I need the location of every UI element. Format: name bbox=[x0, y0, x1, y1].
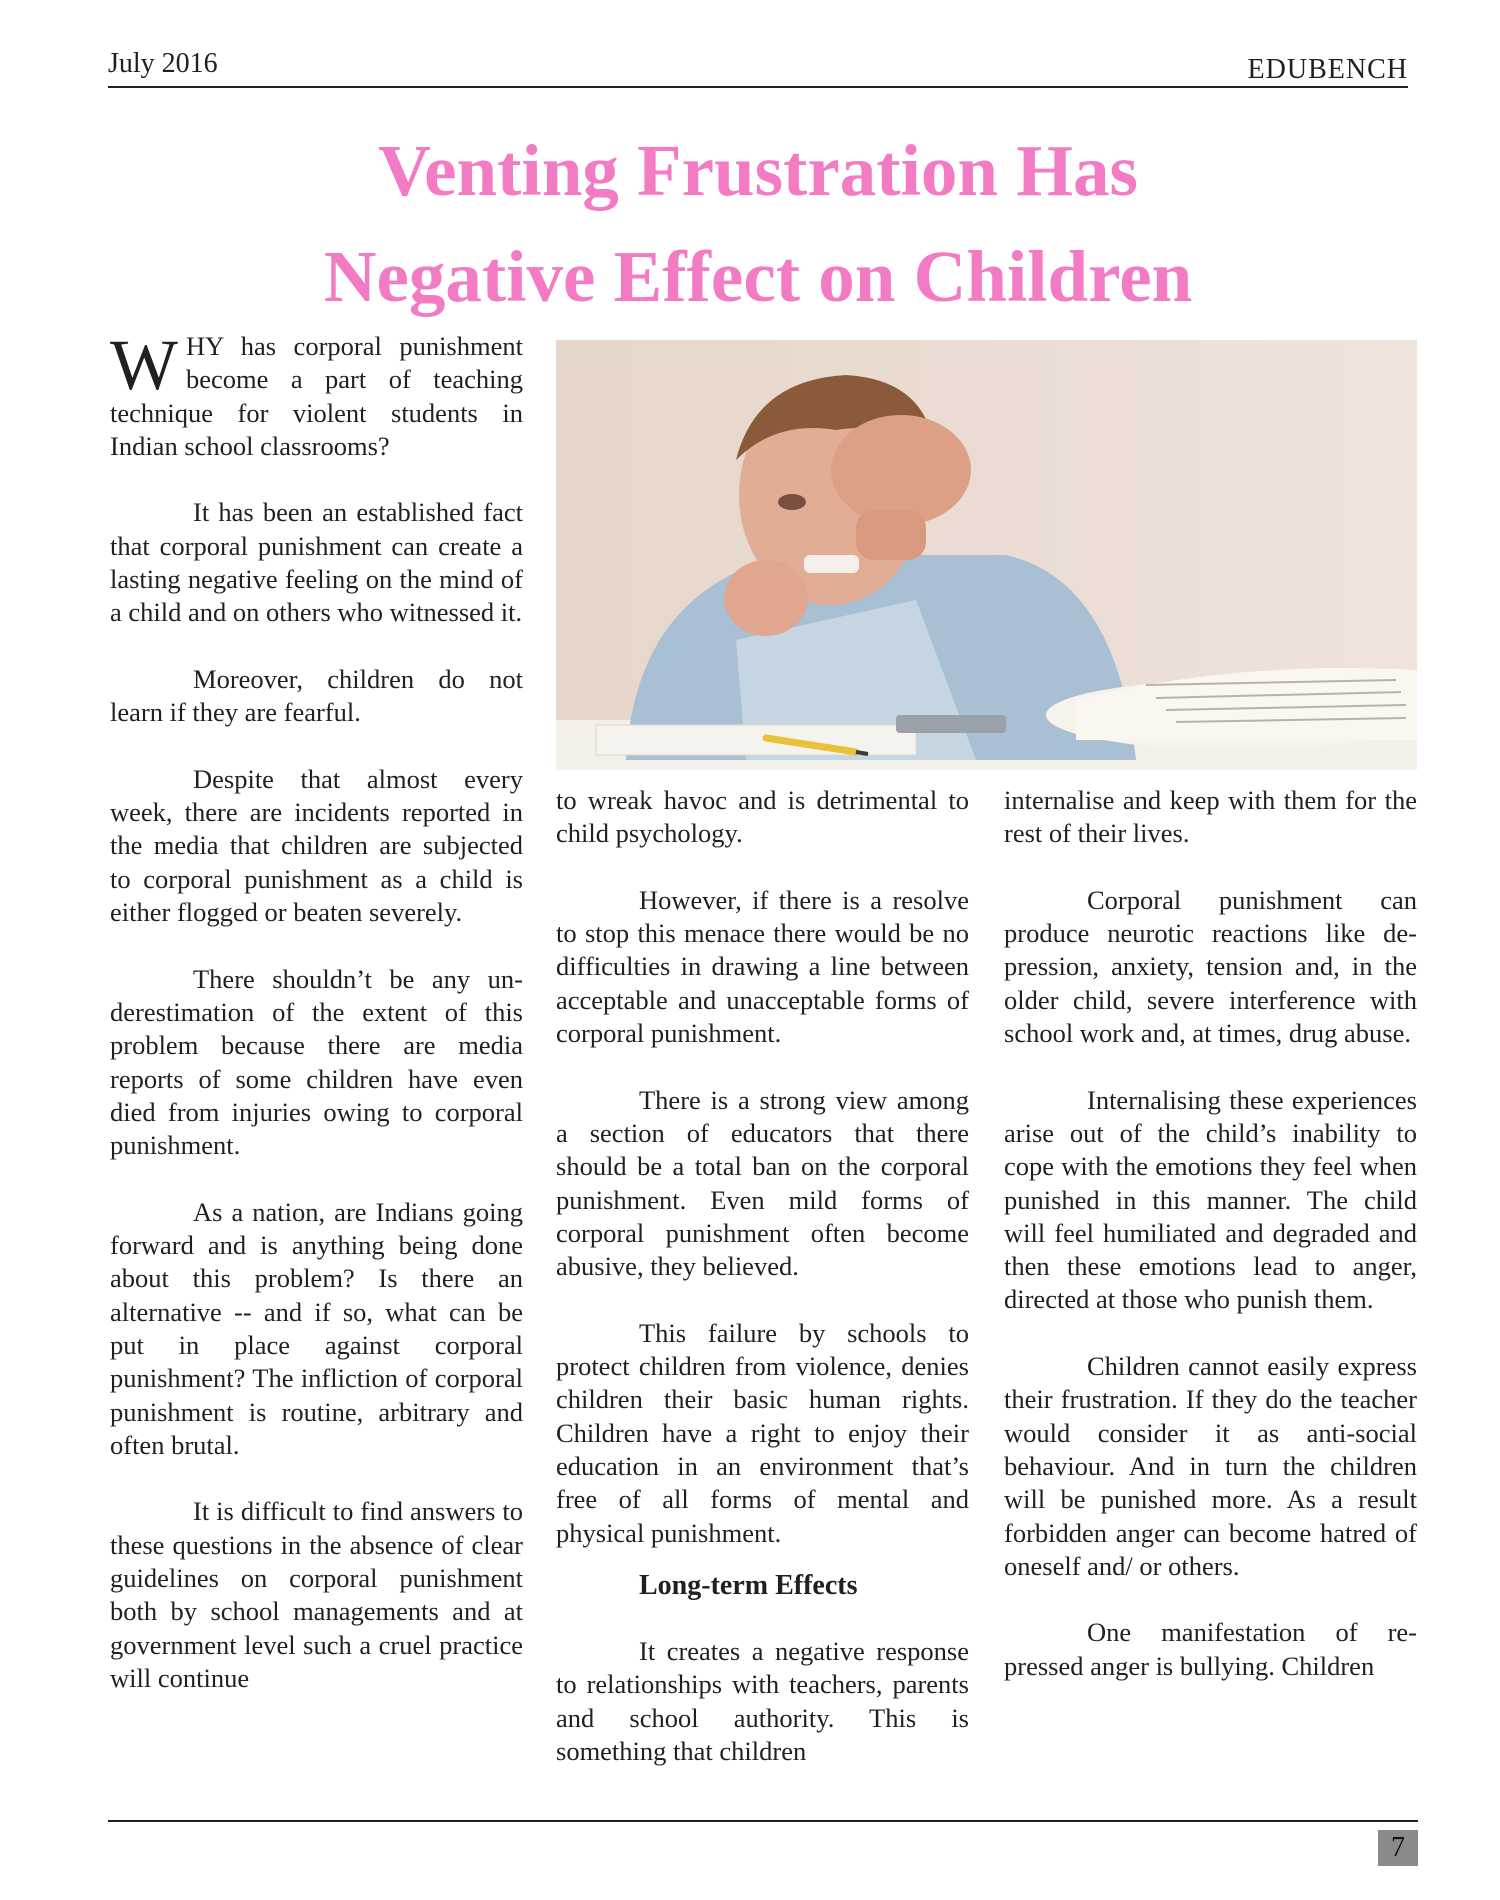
article-title bbox=[108, 118, 1408, 330]
article-column-1 bbox=[110, 325, 523, 1695]
paragraph: It has been an established fact that corporal punishment can create a lasting negative feeling on the mind of a child and on others who witnessed it. bbox=[110, 497, 523, 628]
article-column-2 bbox=[556, 784, 969, 1768]
page-header bbox=[108, 48, 1408, 88]
paragraph: This failure by schools to protect children from violence, denies children their basic human rights. Children have a right to enjoy their education in an environment that’s free of all forms of mental and physical punishment. bbox=[556, 1317, 969, 1548]
boy-frustrated-photo bbox=[556, 340, 1417, 770]
title-line-2: Negative Effect on Children bbox=[323, 236, 1193, 317]
magazine-name: EDUBENCH bbox=[1247, 54, 1408, 85]
paragraph: However, if there is a resolve to stop this menace there would be no difficulties in drawing a line between acceptable and unacceptable forms of corporal punishment. bbox=[556, 884, 969, 1049]
paragraph: Corporal punishment can produce neurotic reactions like depression, anxiety, tension and, in the older child, severe interference with school work and, at times, drug abuse. bbox=[1004, 884, 1417, 1049]
paragraph: As a nation, are Indians going forward and is anything being done about this problem? Is there an alternative -- and if so, what can be put in place against corporal punishment? The infliction of corporal punishment is routine, arbitrary and often brutal. bbox=[110, 1196, 523, 1460]
paragraph: Despite that almost every week, there are incidents reported in the media that children are subjected to corporal punishment as a child is either flogged or beaten severely. bbox=[110, 763, 523, 928]
page-number: 7 bbox=[1378, 1830, 1418, 1866]
paragraph-text: HY has corporal punishment become a part of teaching technique for violent students in Indian school classrooms? bbox=[110, 331, 523, 461]
paragraph: Children cannot easily express their frustration. If they do the teacher would consider it as anti-social behaviour. And in turn the children will be punished more. As a result forbidden anger can become hatred of oneself and/ or others. bbox=[1004, 1351, 1417, 1581]
paragraph: It creates a negative response to relationships with teachers, parents and school authority. This is something that children bbox=[556, 1636, 969, 1767]
paragraph: Moreover, children do not learn if they are fearful. bbox=[110, 663, 523, 728]
drop-cap: W bbox=[110, 325, 178, 405]
title-line-1: Venting Frustration Has bbox=[378, 130, 1138, 211]
paragraph bbox=[110, 325, 523, 463]
paragraph: internalise and keep with them for the rest of their lives. bbox=[1004, 785, 1417, 849]
paragraph: It is difficult to find answers to these questions in the absence of clear guidelines on corporal punishment both by school managements and at government level such a cruel practice will continue bbox=[110, 1496, 523, 1693]
paragraph: There is a strong view among a section of educators that there should be a total ban on the corporal punishment. Even mild forms of corporal punishment often become abusive, they believed. bbox=[556, 1084, 969, 1282]
issue-date: July 2016 bbox=[108, 48, 218, 79]
paragraph: There shouldn’t be any underestimation of the extent of this problem because there are media reports of some children have even died from injuries owing to corporal punishment. bbox=[110, 963, 523, 1161]
section-heading: Long-term Effects bbox=[639, 1569, 858, 1601]
photo-illustration bbox=[556, 340, 1417, 770]
paragraph: to wreak havoc and is detrimental to child psychology. bbox=[556, 785, 969, 849]
paragraph: One manifestation of repressed anger is bullying. Children bbox=[1004, 1617, 1417, 1681]
article-column-3 bbox=[1004, 784, 1417, 1683]
paragraph: Internalising these experiences arise out of the child’s inability to cope with the emotions they feel when punished in this manner. The child will feel humiliated and degraded and then these emotions lead to anger, directed at those who punish them. bbox=[1004, 1084, 1417, 1315]
footer-rule bbox=[108, 1820, 1418, 1822]
